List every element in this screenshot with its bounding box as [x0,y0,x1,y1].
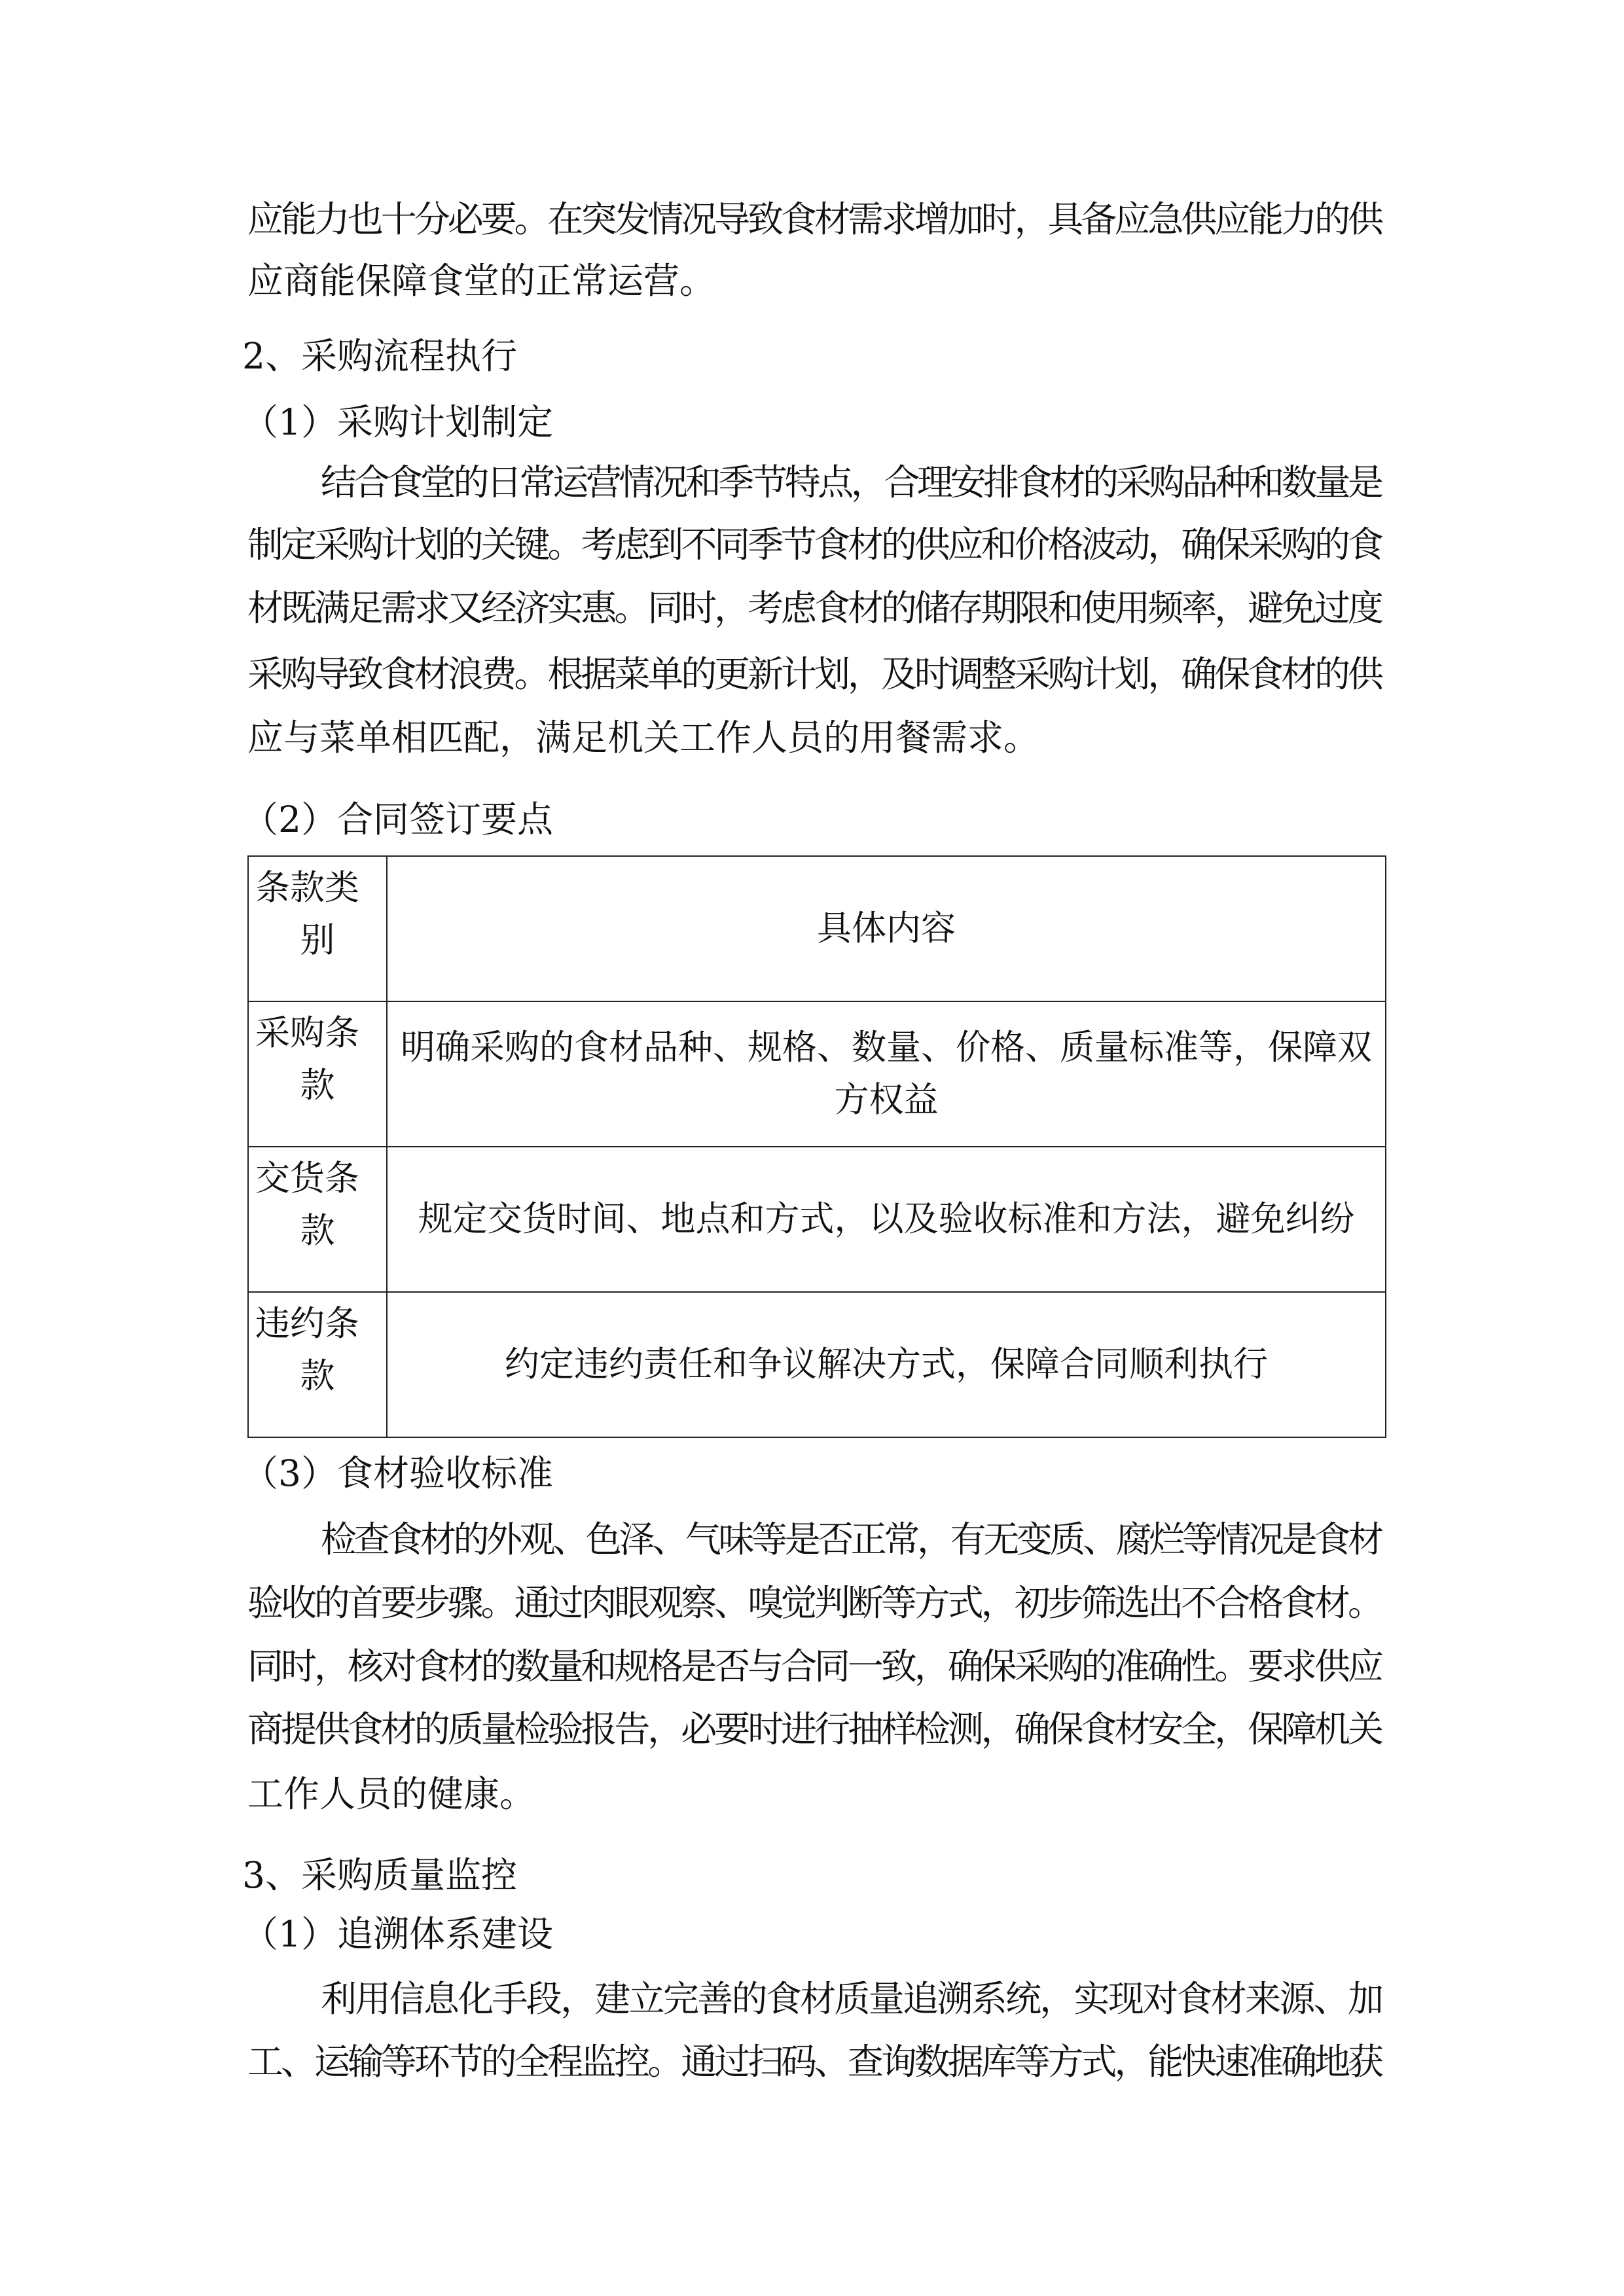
section-heading: （2）合同签订要点 [242,798,553,840]
table-row [248,1292,1386,1437]
cell-text: 款 [300,1356,335,1396]
table-cell-content: 明确采购的食材品种、规格、数量、价格、质量标准等，保障双方权益 [387,1001,1386,1147]
section-heading: 3、采购质量监控 [242,1854,517,1896]
table-header-category [248,856,387,1001]
paragraph-line: 应与菜单相匹配，满足机关工作人员的用餐需求。 [247,717,1040,759]
paragraph-line: 应商能保障食堂的正常运营。 [247,260,716,302]
cell-text: 交货条 [255,1158,359,1198]
section-heading: （1）追溯体系建设 [242,1913,553,1955]
table-cell-content: 约定违约责任和争议解决方式，保障合同顺利执行 [387,1292,1386,1437]
paragraph-line: 材既满足需求又经济实惠。同时，考虑食材的储存期限和使用频率，避免过度 [247,587,1381,629]
table-header-content: 具体内容 [387,856,1386,1001]
cell-text: 条款类 [255,868,359,908]
paragraph-line: 结合食堂的日常运营情况和季节特点，合理安排食材的采购品种和数量是 [321,461,1381,503]
paragraph-line: 验收的首要步骤。通过肉眼观察、嗅觉判断等方式，初步筛选出不合格食材。 [247,1582,1381,1624]
table-cell-category [248,1001,387,1147]
paragraph-line: 同时，核对食材的数量和规格是否与合同一致，确保采购的准确性。要求供应 [247,1645,1381,1687]
paragraph-line: 检查食材的外观、色泽、气味等是否正常，有无变质、腐烂等情况是食材 [321,1518,1381,1560]
contract-terms-table [247,855,1386,1438]
cell-text: 款 [300,1211,335,1251]
table-cell-category [248,1292,387,1437]
section-heading: 2、采购流程执行 [242,335,517,377]
paragraph-line: 利用信息化手段，建立完善的食材质量追溯系统，实现对食材来源、加 [321,1978,1382,2020]
paragraph-line: 应能力也十分必要。在突发情况导致食材需求增加时，具备应急供应能力的供 [247,198,1381,240]
table-cell-content: 规定交货时间、地点和方式，以及验收标准和方法，避免纠纷 [387,1147,1386,1292]
paragraph-line: 商提供食材的质量检验报告，必要时进行抽样检测，确保食材安全，保障机关 [247,1708,1381,1750]
paragraph-line: 工、运输等环节的全程监控。通过扫码、查询数据库等方式，能快速准确地获 [247,2041,1381,2083]
paragraph-line: 采购导致食材浪费。根据菜单的更新计划，及时调整采购计划，确保食材的供 [247,653,1381,695]
table-row [248,1001,1386,1147]
cell-text: 别 [300,920,335,960]
cell-text: 款 [300,1066,335,1105]
cell-text: 违约条 [255,1304,359,1344]
table-row [248,1147,1386,1292]
paragraph-line: 工作人员的健康。 [247,1773,536,1815]
table-header-row [248,856,1386,1001]
paragraph-line: 制定采购计划的关键。考虑到不同季节食材的供应和价格波动，确保采购的食 [247,524,1381,565]
cell-text: 采购条 [255,1013,359,1053]
table-cell-category [248,1147,387,1292]
section-heading: （1）采购计划制定 [242,401,553,443]
section-heading: （3）食材验收标准 [242,1452,553,1494]
